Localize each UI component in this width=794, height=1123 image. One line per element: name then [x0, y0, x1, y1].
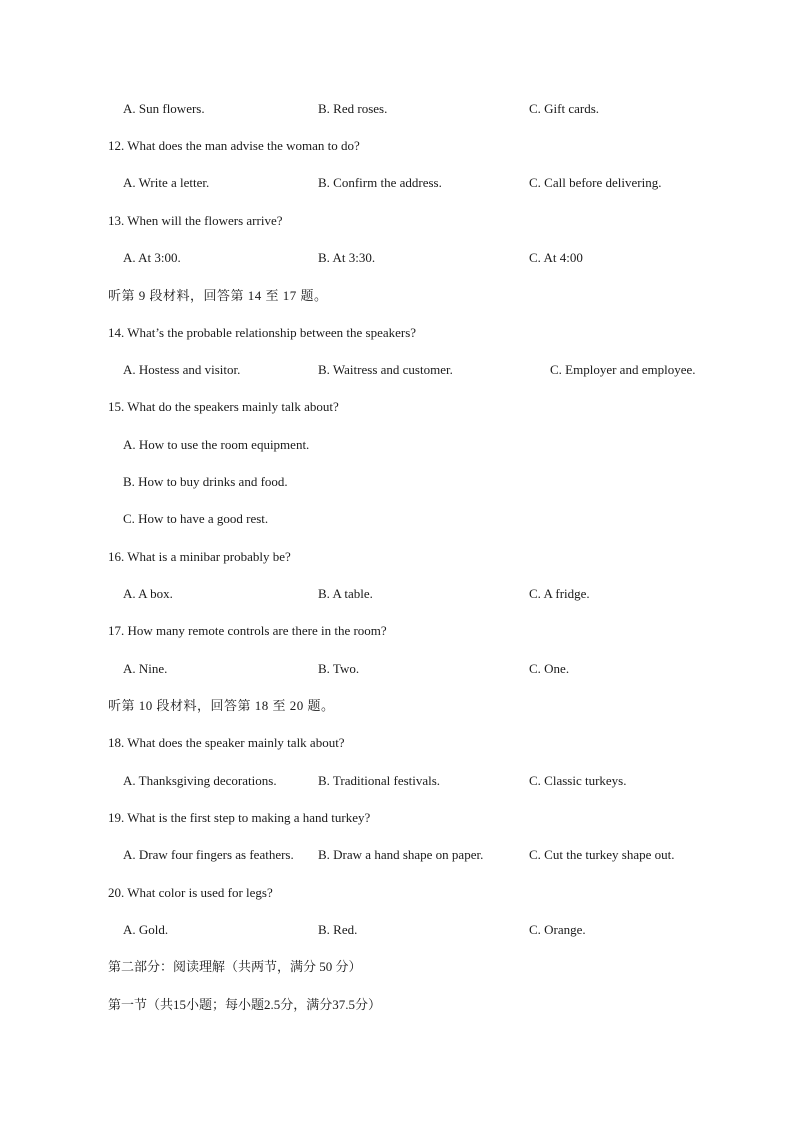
q20-option-b: B. Red. [318, 922, 358, 937]
part-2-heading: 第二部分：阅读理解（共两节，满分 50 分） [108, 959, 362, 974]
q11-option-c: C. Gift cards. [529, 101, 600, 116]
q15-option-a: A. How to use the room equipment. [123, 437, 310, 452]
q16-option-c: C. A fridge. [529, 586, 590, 601]
q12-option-b: B. Confirm the address. [318, 175, 442, 190]
q13-option-b: B. At 3:30. [318, 250, 376, 265]
q13-option-c: C. At 4:00 [529, 250, 583, 265]
q17-option-a: A. Nine. [123, 661, 168, 676]
q15-option-c: C. How to have a good rest. [123, 511, 269, 526]
q20-option-c: C. Orange. [529, 922, 586, 937]
q14-stem: 14. What’s the probable relationship between the speakers? [108, 325, 417, 340]
q11-option-a: A. Sun flowers. [123, 101, 205, 116]
q17-stem: 17. How many remote controls are there in the room? [108, 623, 387, 638]
q17-option-c: C. One. [529, 661, 570, 676]
q19-option-c: C. Cut the turkey shape out. [529, 847, 675, 862]
q14-option-b: B. Waitress and customer. [318, 362, 453, 377]
q20-stem: 20. What color is used for legs? [108, 885, 273, 900]
q12-stem: 12. What does the man advise the woman to do? [108, 138, 360, 153]
q18-option-b: B. Traditional festivals. [318, 773, 441, 788]
part-2-section-1-heading: 第一节（共15小题；每小题2.5分，满分37.5分） [108, 997, 382, 1012]
q16-stem: 16. What is a minibar probably be? [108, 549, 291, 564]
q12-option-c: C. Call before delivering. [529, 175, 662, 190]
q13-stem: 13. When will the flowers arrive? [108, 213, 283, 228]
q15-stem: 15. What do the speakers mainly talk about? [108, 399, 339, 414]
q20-option-a: A. Gold. [123, 922, 169, 937]
section-9-heading: 听第 9 段材料，回答第 14 至 17 题。 [108, 288, 328, 303]
q19-stem: 19. What is the first step to making a hand turkey? [108, 810, 371, 825]
section-10-heading: 听第 10 段材料，回答第 18 至 20 题。 [108, 698, 335, 713]
q12-option-a: A. Write a letter. [123, 175, 210, 190]
q18-option-a: A. Thanksgiving decorations. [123, 773, 277, 788]
q18-stem: 18. What does the speaker mainly talk about? [108, 735, 345, 750]
q19-option-a: A. Draw four fingers as feathers. [123, 847, 294, 862]
q14-option-a: A. Hostess and visitor. [123, 362, 241, 377]
q11-option-b: B. Red roses. [318, 101, 388, 116]
q14-option-c: C. Employer and employee. [550, 362, 696, 377]
q16-option-a: A. A box. [123, 586, 173, 601]
q17-option-b: B. Two. [318, 661, 360, 676]
q16-option-b: B. A table. [318, 586, 373, 601]
q15-option-b: B. How to buy drinks and food. [123, 474, 288, 489]
q19-option-b: B. Draw a hand shape on paper. [318, 847, 484, 862]
q18-option-c: C. Classic turkeys. [529, 773, 627, 788]
q13-option-a: A. At 3:00. [123, 250, 181, 265]
